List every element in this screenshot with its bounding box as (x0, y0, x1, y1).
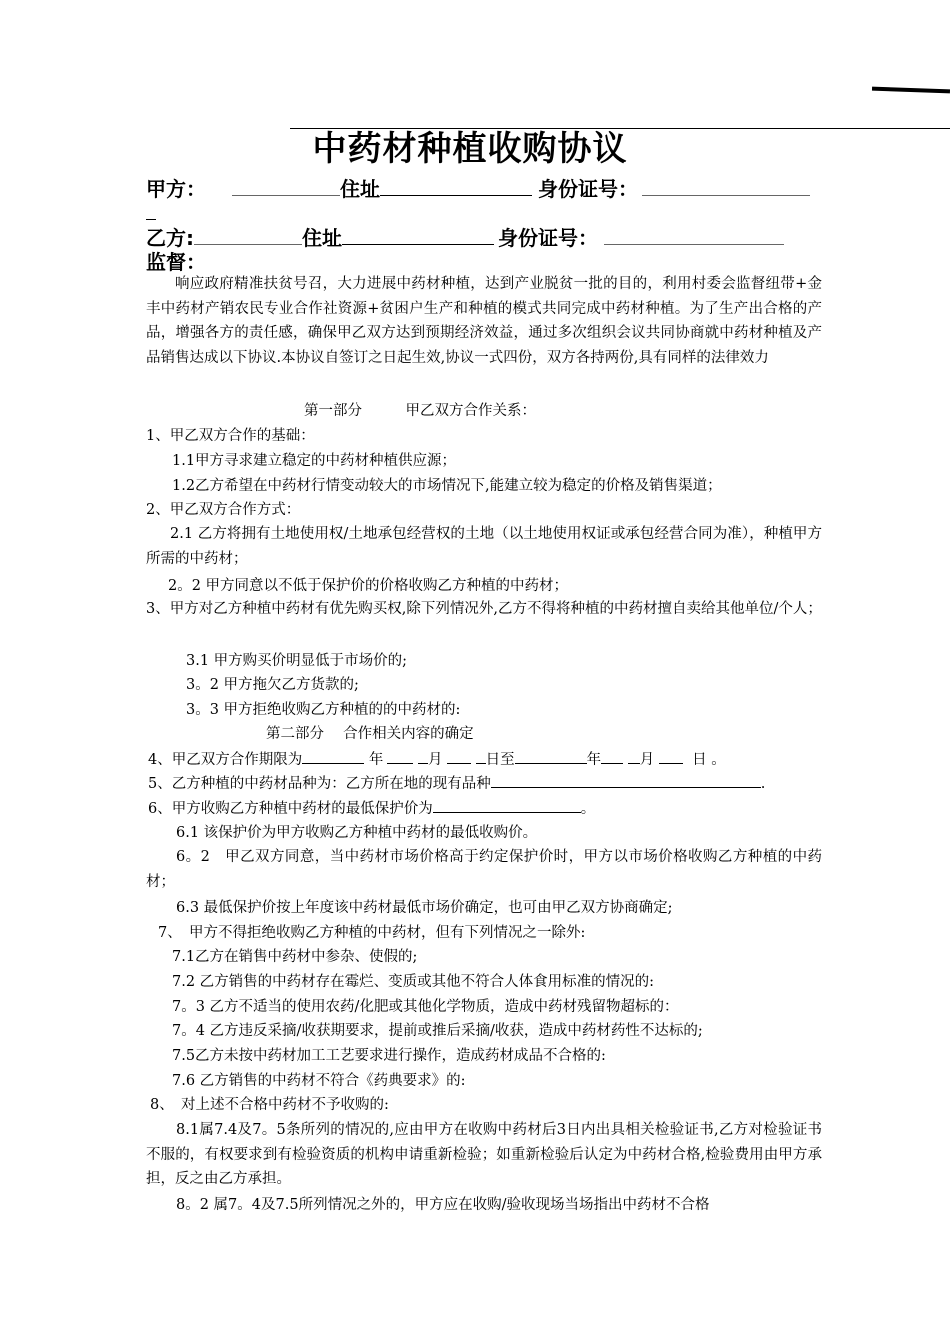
clause-5-end: . (760, 776, 766, 792)
clause-7: 7、 甲方不得拒绝收购乙方种植的中药材，但有下列情况之一除外: (158, 925, 586, 941)
clause-6-1: 6.1 该保护价为甲方收购乙方种植中药材的最低收购价。 (176, 825, 538, 841)
party-b-address-label: 住址 (302, 226, 342, 250)
party-a-address-label: 住址 (340, 177, 380, 201)
clause-7-6: 7.6 乙方销售的中药材不符合《药典要求》的: (172, 1073, 466, 1089)
party-a-line (146, 175, 810, 202)
clause-7-1: 7.1乙方在销售中药材中参杂、使假的; (172, 949, 418, 965)
clause-5 (148, 773, 765, 794)
clause-1-2: 1.2乙方希望在中药材行情变动较大的市场情况下,能建立较为稳定的价格及销售渠道； (172, 478, 722, 494)
end-month-field-a[interactable] (601, 749, 623, 764)
part2-heading: 第二部分 合作相关内容的确定 (266, 726, 474, 742)
clause-8-1: 8.1属7.4及7。5条所列的情况的,应由甲方在收购中药材后3日内出具相关检验证书,乙方对检验证书不服的，有权要求到有检验资质的机构申请重新检验；如重新检验后认定为中药材合格,检验费用由甲方承担，反之由乙方承担。 (146, 1122, 822, 1188)
clause-7-5: 7.5乙方未按中药材加工工艺要求进行操作，造成药材成品不合格的: (172, 1048, 606, 1064)
start-month-field-b[interactable] (418, 749, 428, 764)
start-day-field-b[interactable] (476, 749, 486, 764)
day-label: 日 (692, 752, 707, 768)
end-day-field[interactable] (659, 749, 683, 764)
party-b-id-field[interactable] (604, 224, 784, 245)
clause-4-text: 4、甲乙双方合作期限为 (148, 752, 303, 768)
clause-2-2: 2。2 甲方同意以不低于保护价的价格收购乙方种植的中药材； (168, 578, 569, 594)
clause-7-3: 7。3 乙方不适当的使用农药/化肥或其他化学物质，造成中药材残留物超标的： (172, 999, 679, 1015)
decorative-dash (872, 87, 950, 94)
clause-6 (148, 798, 595, 819)
clause-8: 8、 对上述不合格中药材不予收购的: (150, 1097, 389, 1113)
clause-7-4: 7。4 乙方违反采摘/收获期要求，提前或推后采摘/收获，造成中药材药性不达标的; (172, 1023, 703, 1039)
clause-6-end: 。 (580, 801, 596, 817)
min-price-field[interactable] (433, 798, 581, 813)
party-a-id-label: 身份证号： (538, 177, 638, 201)
start-month-field-a[interactable] (387, 749, 413, 764)
start-day-field-a[interactable] (447, 749, 471, 764)
year-label: 年 (368, 752, 384, 768)
clause-3-3: 3。3 甲方拒绝收购乙方种植的的中药材的: (186, 702, 461, 718)
intro-paragraph: 响应政府精准扶贫号召，大力进展中药材种植，达到产业脱贫一批的目的，利用村委会监督纽带+金丰中药材产销农民专业合作社资源+贫困户生产和种植的模式共同完成中药材种植。为了生产出合格的产品，增强各方的责任感，确保甲乙双方达到预期经济效益，通过多次组织会议共同协商就中药材种植及产品销售达成以下协议.本协议自签订之日起生效,协议一式四份，双方各持两份,具有同样的法律效力 (146, 276, 822, 366)
clause-6-2: 6。2 甲乙双方同意，当中药材市场价格高于约定保护价时，甲方以市场价格收购乙方种植的中药材； (146, 849, 822, 890)
party-a-id-field-tail (146, 203, 156, 220)
clause-3-2: 3。2 甲方拖欠乙方货款的; (186, 677, 359, 693)
party-b-address-field[interactable] (342, 224, 494, 245)
party-a-label: 甲方： (146, 177, 206, 201)
end-month-field-b[interactable] (628, 749, 640, 764)
clause-3: 3、甲方对乙方种植中药材有优先购买权,除下列情况外,乙方不得将种植的中药材擅自卖给其他单位/个人； (146, 601, 822, 617)
month2-label: 月 (639, 752, 655, 768)
clause-8-2: 8。2 属7。4及7.5所列情况之外的，甲方应在收购/验收现场当场指出中药材不合格 (176, 1197, 710, 1213)
part1-heading: 第一部分 甲乙双方合作关系： (304, 403, 536, 419)
year2-label: 年 (586, 752, 602, 768)
clause-2-1: 2.1 乙方将拥有土地使用权/土地承包经营权的土地（以土地使用权证或承包经营合同为准），种植甲方所需的中药材； (146, 526, 822, 567)
clause-6-text: 6、甲方收购乙方种植中药材的最低保护价为 (148, 801, 433, 817)
clause-1-1: 1.1甲方寻求建立稳定的中药材种植供应源； (172, 453, 457, 469)
clause-3-1: 3.1 甲方购买价明显低于市场价的; (186, 653, 408, 669)
party-b-label: 乙方: (146, 226, 194, 250)
clause-6-3: 6.3 最低保护价按上年度该中药材最低市场价确定，也可由甲乙双方协商确定; (176, 900, 673, 916)
start-year-field[interactable] (302, 749, 364, 764)
variety-field[interactable] (491, 773, 761, 788)
end-year-field[interactable] (515, 749, 587, 764)
party-a-id-field[interactable] (642, 175, 810, 196)
clause-4-end: 。 (711, 752, 726, 768)
party-a-address-field[interactable] (380, 175, 532, 196)
day-to-label: 日至 (485, 752, 515, 768)
clause-7-2: 7.2 乙方销售的中药材存在霉烂、变质或其他不符合人体食用标准的情况的: (172, 974, 655, 990)
party-b-name-field[interactable] (194, 224, 302, 245)
party-b-line (146, 224, 784, 251)
month-label: 月 (427, 752, 443, 768)
clause-5-text: 5、乙方种植的中药材品种为：乙方所在地的现有品种 (148, 776, 491, 792)
supervisor-label: 监督： (146, 250, 206, 274)
clause-1: 1、甲乙双方合作的基础： (146, 428, 315, 444)
clause-2: 2、甲乙双方合作方式： (146, 502, 301, 518)
party-a-name-field[interactable] (232, 175, 340, 196)
party-b-id-label: 身份证号： (498, 226, 598, 250)
document-title: 中药材种植收购协议 (312, 129, 628, 169)
clause-4 (148, 749, 726, 770)
